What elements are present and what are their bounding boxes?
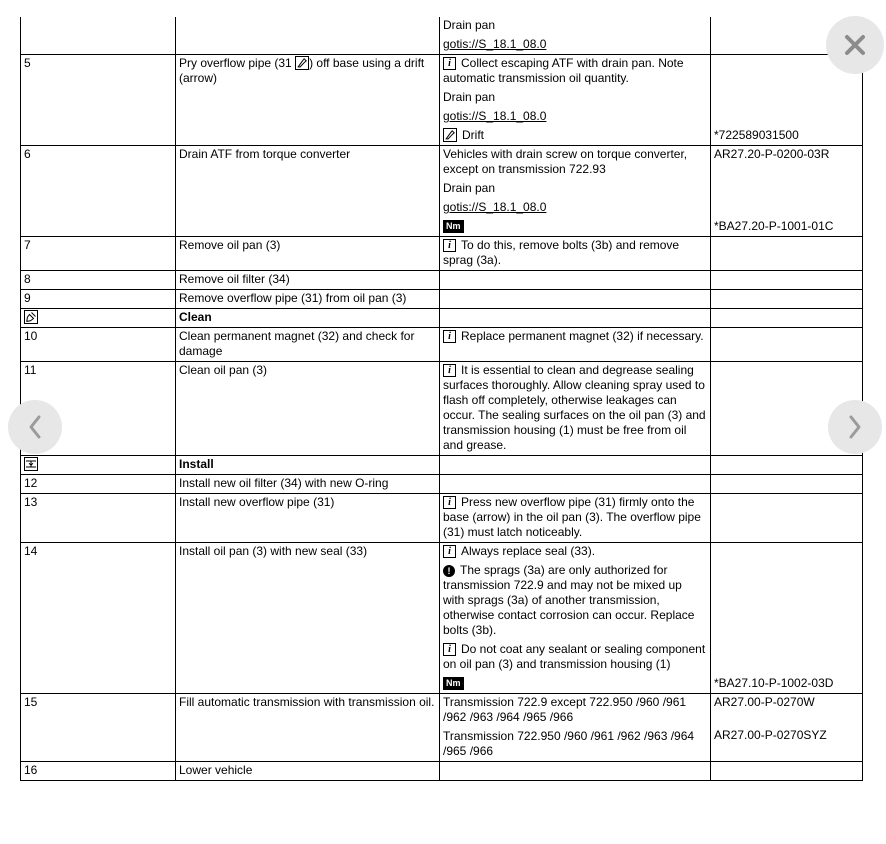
table-row (21, 146, 863, 237)
chevron-right-icon (844, 412, 866, 442)
table-row (21, 762, 863, 781)
document-code: AR27.20-P-0200-03R (714, 147, 830, 161)
table-row (21, 328, 863, 362)
table-row (21, 55, 863, 146)
note-text: Always replace seal (33). (461, 544, 596, 558)
step-notes-cell (440, 290, 711, 309)
step-number-cell (21, 290, 176, 309)
table-row (21, 362, 863, 456)
step-description-cell (176, 694, 440, 762)
document-codes-cell (711, 309, 863, 328)
step-notes-cell (440, 237, 711, 271)
step-notes-cell (440, 475, 711, 494)
note-line (443, 238, 706, 268)
step-text: Fill automatic transmission with transmission oil. (179, 695, 435, 709)
step-number-cell (21, 271, 176, 290)
step-number: 14 (24, 544, 38, 558)
section-row (21, 456, 863, 475)
step-number-cell (21, 55, 176, 146)
note-line (443, 219, 706, 234)
step-number: 10 (24, 329, 38, 343)
step-number: 8 (24, 272, 31, 286)
step-number: 13 (24, 495, 38, 509)
note-line (443, 563, 706, 638)
note-line (443, 676, 706, 691)
note-line (443, 695, 706, 725)
chevron-left-icon (24, 412, 46, 442)
step-number: 12 (24, 476, 38, 490)
step-description-cell (176, 456, 440, 475)
document-codes-cell (711, 290, 863, 309)
info-icon: i (443, 330, 456, 343)
drift-tool-icon (295, 56, 309, 70)
procedure-document (20, 17, 863, 781)
step-text: Pry overflow pipe (31 (179, 56, 296, 70)
step-notes-cell (440, 146, 711, 237)
prev-page-button[interactable] (8, 400, 62, 454)
step-notes-cell (440, 362, 711, 456)
close-button[interactable] (826, 16, 884, 74)
step-description-cell (176, 543, 440, 694)
note-line (443, 90, 706, 105)
step-text: Remove oil filter (34) (179, 272, 290, 286)
step-description-cell (176, 328, 440, 362)
step-description-cell (176, 237, 440, 271)
step-text: Install (179, 457, 214, 471)
document-codes-cell (711, 237, 863, 271)
damage-warning-icon: ! (443, 565, 455, 577)
drift-tool-icon (443, 128, 457, 142)
table-row (21, 17, 863, 55)
info-icon: i (443, 643, 456, 656)
step-description-cell (176, 762, 440, 781)
info-icon: i (443, 239, 456, 252)
table-row (21, 237, 863, 271)
note-line (443, 56, 706, 86)
step-text: Install oil pan (3) with new seal (33) (179, 544, 368, 558)
step-text: Lower vehicle (179, 763, 253, 777)
step-number-cell (21, 543, 176, 694)
step-description-cell (176, 362, 440, 456)
note-text: Vehicles with drain screw on torque converter, except on transmission 722.93 (443, 147, 688, 176)
note-text: Do not coat any sealant or sealing component on oil pan (3) and transmission housing (1) (443, 642, 706, 671)
step-notes-cell (440, 17, 711, 55)
step-number: 15 (24, 695, 38, 709)
close-icon (841, 31, 869, 59)
step-notes-cell (440, 309, 711, 328)
step-number: 11 (24, 363, 37, 377)
document-codes-cell (711, 543, 863, 694)
step-number-cell (21, 309, 176, 328)
section-row (21, 309, 863, 328)
step-number: 16 (24, 763, 38, 777)
document-codes-cell (711, 694, 863, 762)
install-icon (24, 457, 38, 471)
note-line (443, 363, 706, 453)
note-text: The sprags (3a) are only authorized for transmission 722.9 and may not be mixed up with sprags (3a) of another transmission, otherwise contact corrosion can occur. Replace bolts (3b). (443, 563, 695, 637)
nm-icon: Nm (443, 677, 464, 690)
note-text: Collect escaping ATF with drain pan. Note automatic transmission oil quantity. (443, 56, 684, 85)
table-row (21, 475, 863, 494)
table-row (21, 694, 863, 762)
document-codes-cell (711, 475, 863, 494)
step-text: Remove overflow pipe (31) from oil pan (3) (179, 291, 407, 305)
note-text: Drift (462, 128, 484, 142)
note-text: To do this, remove bolts (3b) and remove sprag (3a). (443, 238, 680, 267)
note-text: It is essential to clean and degrease sealing surfaces thoroughly. Allow cleaning spray used to flash off completely, otherwise leakages can occur. The sealing surfaces on the oil pan (3) and transmission housing (1) must be free from oil and grease. (443, 363, 706, 452)
step-text: Clean oil pan (3) (179, 363, 268, 377)
note-text: Press new overflow pipe (31) firmly onto the base (arrow) in the oil pan (3). The overflow pipe (31) must latch noticeably. (443, 495, 701, 539)
note-line (443, 109, 706, 124)
nm-icon: Nm (443, 220, 464, 233)
document-link[interactable]: gotis://S_18.1_08.0 (443, 109, 547, 123)
note-line (443, 147, 706, 177)
step-text: Install new overflow pipe (31) (179, 495, 335, 509)
info-icon: i (443, 57, 456, 70)
note-line (443, 495, 706, 540)
step-number-cell (21, 456, 176, 475)
step-description-cell (176, 17, 440, 55)
note-line (443, 729, 706, 759)
step-number-cell (21, 17, 176, 55)
step-notes-cell (440, 271, 711, 290)
document-code: *722589031500 (714, 128, 799, 142)
step-notes-cell (440, 694, 711, 762)
step-number-cell (21, 146, 176, 237)
note-line (443, 200, 706, 215)
info-icon: i (443, 545, 456, 558)
clean-icon (24, 310, 38, 324)
table-row (21, 543, 863, 694)
note-line (443, 128, 706, 143)
step-number-cell (21, 494, 176, 543)
document-codes-cell (711, 762, 863, 781)
step-notes-cell (440, 55, 711, 146)
step-number: 5 (24, 56, 31, 70)
step-notes-cell (440, 543, 711, 694)
step-text: ) off base using a drift (arrow) (179, 56, 425, 85)
note-text: Drain pan (443, 181, 496, 195)
step-number: 6 (24, 147, 31, 161)
document-code: *BA27.20-P-1001-01C (714, 219, 834, 233)
step-number-cell (21, 762, 176, 781)
step-text: Clean permanent magnet (32) and check for damage (179, 329, 415, 358)
note-text: Drain pan (443, 18, 496, 32)
step-text: Drain ATF from torque converter (179, 147, 351, 161)
document-codes-cell (711, 456, 863, 475)
step-description-cell (176, 271, 440, 290)
note-line (443, 18, 706, 33)
note-line (443, 642, 706, 672)
document-code: *BA27.10-P-1002-03D (714, 676, 834, 690)
note-line (443, 329, 706, 344)
step-number-cell (21, 475, 176, 494)
note-text: Drain pan (443, 90, 496, 104)
note-text: Transmission 722.950 /960 /961 /962 /963 /964 /965 /966 (443, 729, 695, 758)
table-row (21, 271, 863, 290)
document-codes-cell (711, 328, 863, 362)
note-line (443, 181, 706, 196)
step-notes-cell (440, 494, 711, 543)
document-code: AR27.00-P-0270W (714, 695, 815, 709)
step-notes-cell (440, 456, 711, 475)
step-number-cell (21, 694, 176, 762)
document-code: AR27.00-P-0270SYZ (714, 728, 827, 742)
document-link[interactable]: gotis://S_18.1_08.0 (443, 37, 547, 51)
step-description-cell (176, 290, 440, 309)
procedure-table (20, 17, 863, 781)
step-text: Remove oil pan (3) (179, 238, 281, 252)
step-notes-cell (440, 762, 711, 781)
table-row (21, 494, 863, 543)
step-description-cell (176, 55, 440, 146)
step-number: 9 (24, 291, 31, 305)
step-description-cell (176, 494, 440, 543)
step-description-cell (176, 146, 440, 237)
step-text: Install new oil filter (34) with new O-ring (179, 476, 389, 490)
next-page-button[interactable] (828, 400, 882, 454)
step-number-cell (21, 328, 176, 362)
document-codes-cell (711, 494, 863, 543)
note-line (443, 544, 706, 559)
info-icon: i (443, 496, 456, 509)
step-notes-cell (440, 328, 711, 362)
document-link[interactable]: gotis://S_18.1_08.0 (443, 200, 547, 214)
step-number: 7 (24, 238, 31, 252)
step-description-cell (176, 475, 440, 494)
table-row (21, 290, 863, 309)
note-text: Replace permanent magnet (32) if necessary. (461, 329, 704, 343)
note-text: Transmission 722.9 except 722.950 /960 /961 /962 /963 /964 /965 /966 (443, 695, 687, 724)
step-number-cell (21, 237, 176, 271)
document-codes-cell (711, 271, 863, 290)
step-text: Clean (179, 310, 212, 324)
document-codes-cell (711, 146, 863, 237)
note-line (443, 37, 706, 52)
step-description-cell (176, 309, 440, 328)
info-icon: i (443, 364, 456, 377)
